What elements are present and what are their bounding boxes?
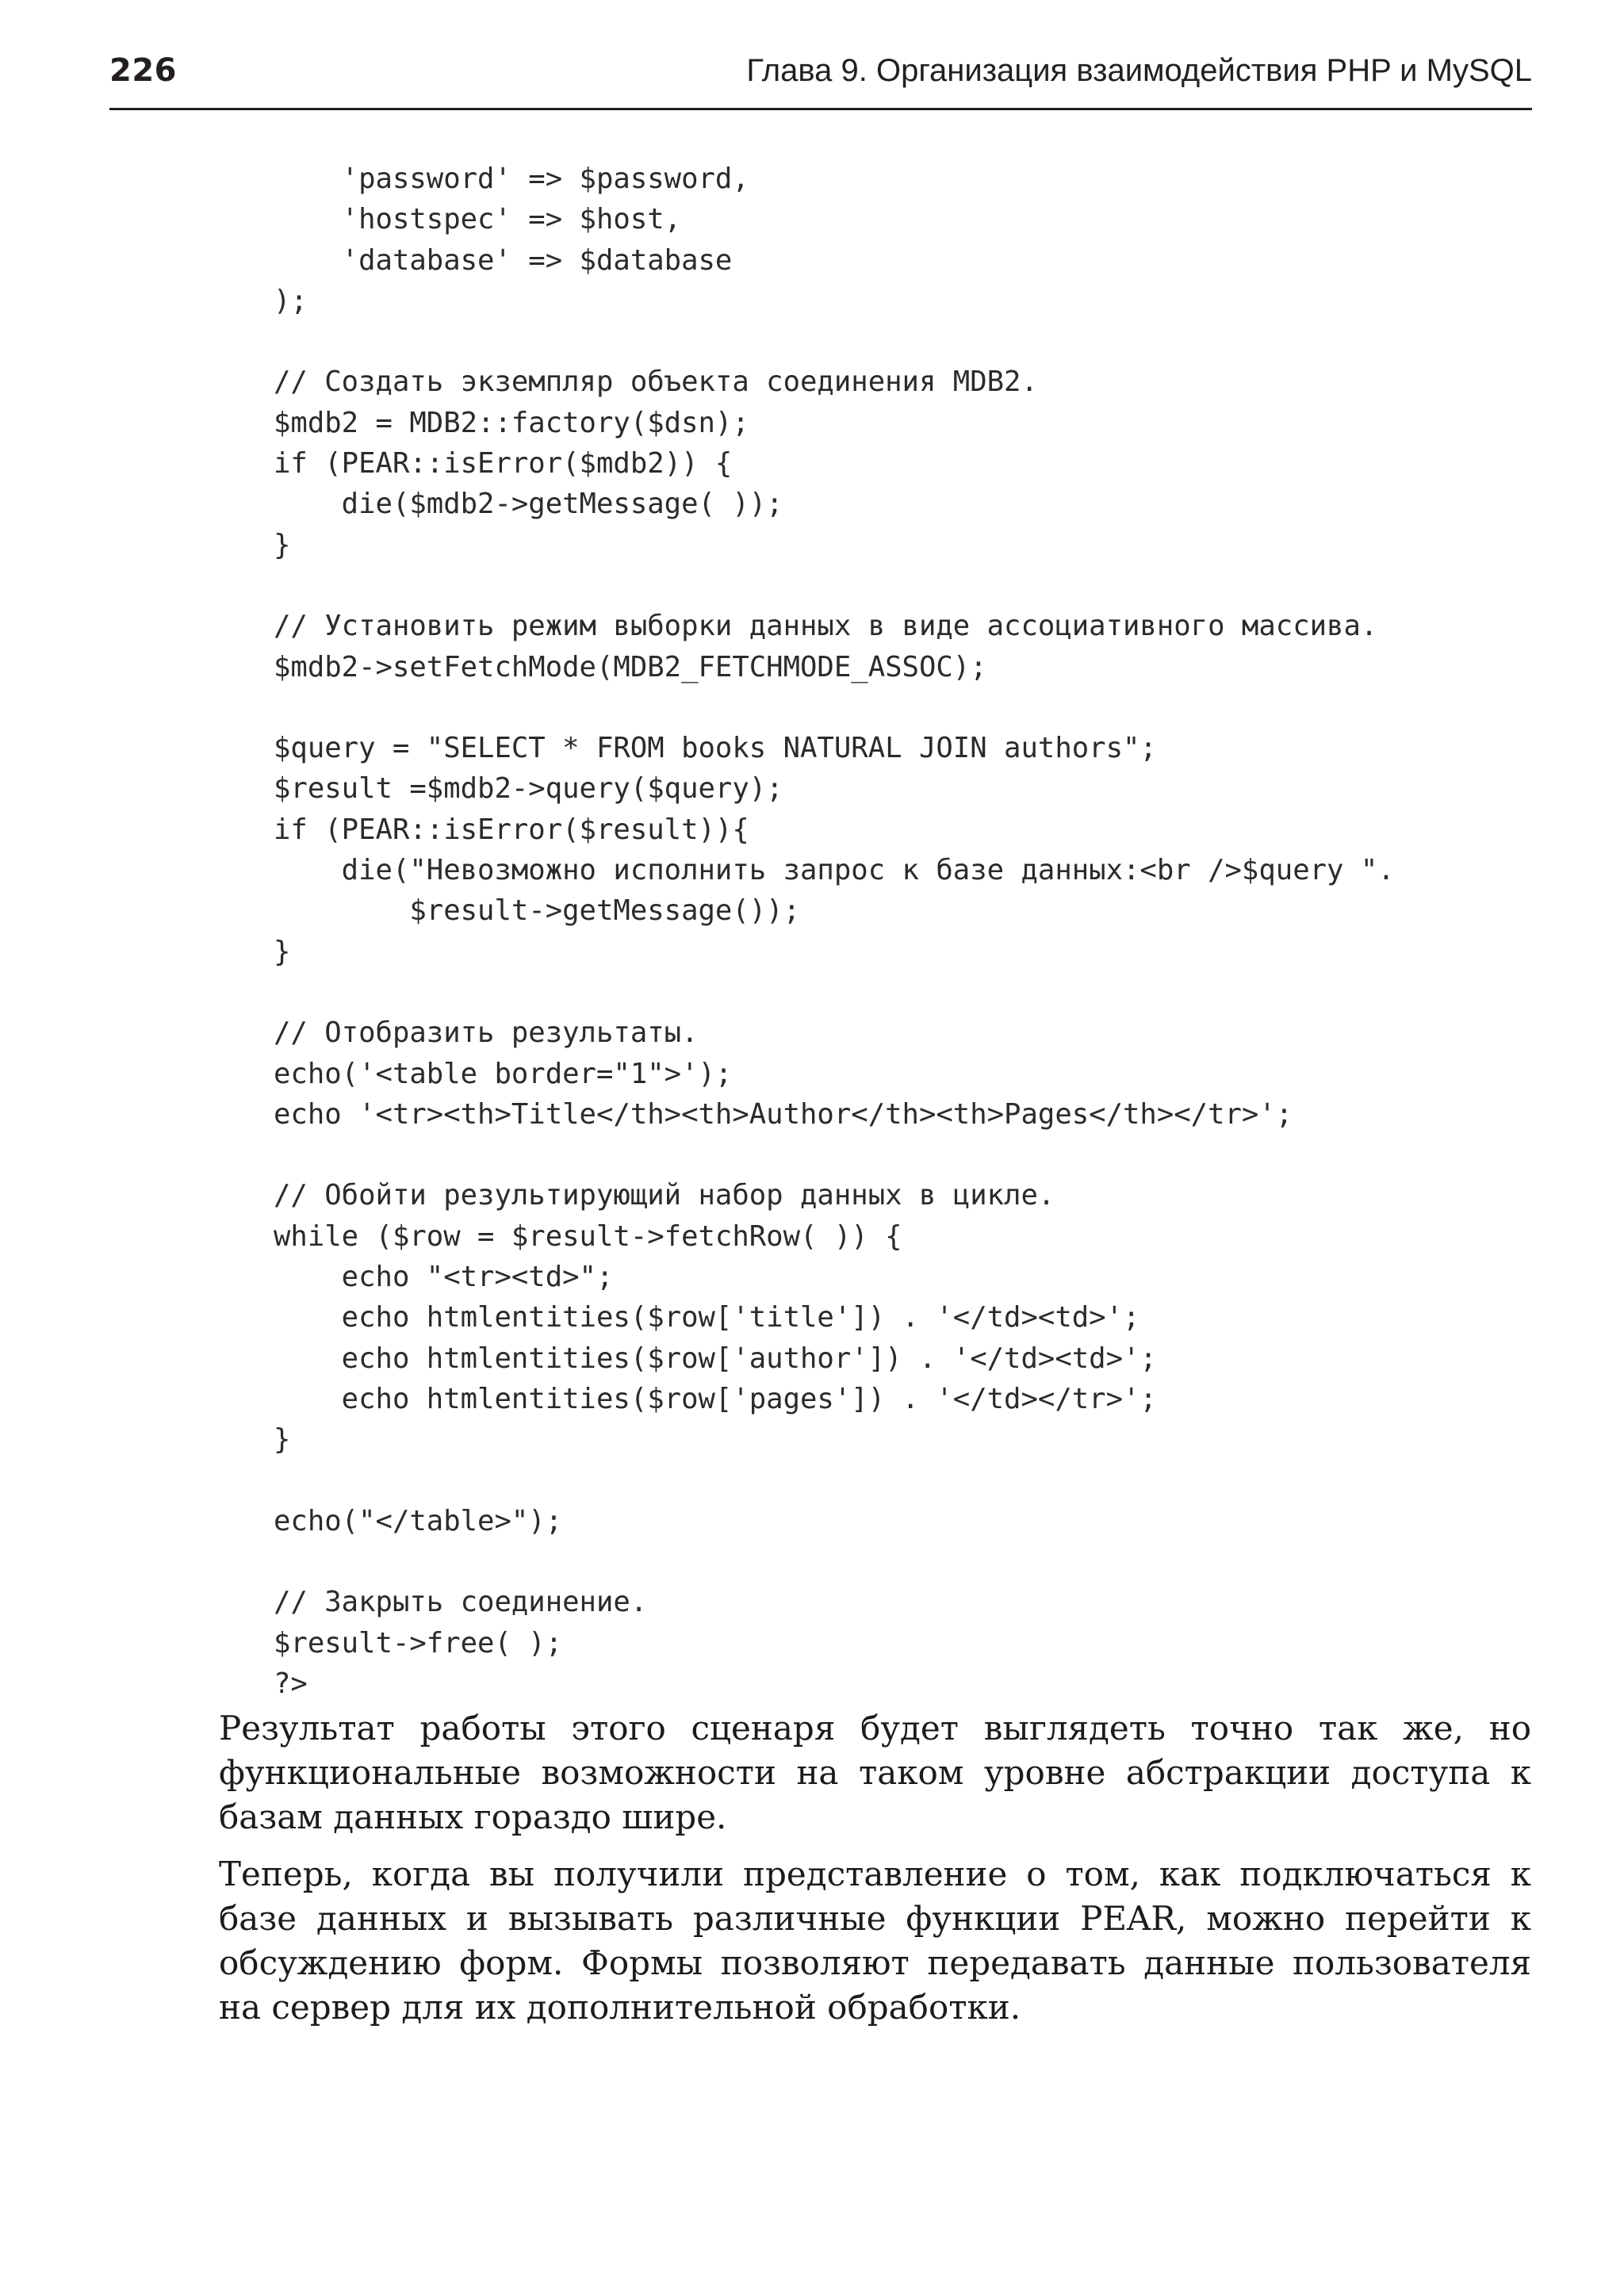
code-line (274, 565, 1395, 606)
code-line (274, 321, 1395, 362)
code-line: die("Невозможно исполнить запрос к базе данных:<br />$query ". (274, 854, 1395, 887)
code-line (274, 1460, 1395, 1501)
code-line: echo "<tr><td>"; (274, 1261, 614, 1294)
code-line: $mdb2->setFetchMode(MDB2_FETCHMODE_ASSOC); (274, 650, 987, 683)
paragraph: Теперь, когда вы получили представление о том, как подключаться к базе данных и вызывать различные функции PEAR, можно перейти к обсуждению форм. Формы позволяют передавать данные пользователя на сервер для их дополнительной обработки. (219, 1855, 1531, 2027)
code-line (274, 1135, 1395, 1175)
code-line: echo("</table>"); (274, 1504, 563, 1537)
code-line: echo('<table border="1">'); (274, 1057, 733, 1090)
code-line: } (274, 528, 291, 561)
code-line: $result->free( ); (274, 1626, 563, 1660)
code-line (274, 687, 1395, 728)
code-line: die($mdb2->getMessage( )); (274, 488, 783, 521)
code-line: while ($row = $result->fetchRow( )) { (274, 1219, 902, 1253)
code-line: // Обойти результирующий набор данных в цикле. (274, 1179, 1055, 1212)
code-line: echo htmlentities($row['pages']) . '</td></tr>'; (274, 1382, 1157, 1415)
code-line: $result->getMessage()); (274, 894, 801, 928)
code-line: $mdb2 = MDB2::factory($dsn); (274, 406, 749, 439)
body-text (219, 1706, 1531, 2042)
code-line: 'database' => $database (274, 243, 733, 277)
page-number: 226 (109, 52, 177, 89)
header-rule (109, 108, 1532, 110)
code-line: } (274, 1423, 291, 1457)
code-line: echo '<tr><th>Title</th><th>Author</th><th>Pages</th></tr>'; (274, 1097, 1293, 1131)
code-line: } (274, 935, 291, 968)
paragraph: Результат работы этого сценаря будет выглядеть точно так же, но функциональные возможности на таком уровне абстракции доступа к базам данных гораздо шире. (219, 1709, 1531, 1836)
code-line: if (PEAR::isError($mdb2)) { (274, 447, 733, 480)
running-head: Глава 9. Организация взаимодействия PHP и MySQL (746, 53, 1532, 88)
code-line: echo htmlentities($row['author']) . '</td><td>'; (274, 1342, 1157, 1375)
code-line: // Установить режим выборки данных в виде ассоциативного массива. (274, 610, 1378, 643)
code-line: // Создать экземпляр объекта соединения MDB2. (274, 366, 1038, 399)
code-line: 'hostspec' => $host, (274, 203, 682, 236)
code-line (274, 972, 1395, 1013)
code-line: $query = "SELECT * FROM books NATURAL JOIN authors"; (274, 732, 1157, 765)
code-line: ?> (274, 1667, 308, 1700)
code-line (274, 1541, 1395, 1582)
code-line: // Закрыть соединение. (274, 1586, 648, 1619)
page-header (109, 41, 1532, 108)
code-listing (274, 159, 1395, 1704)
code-line: ); (274, 284, 308, 317)
code-line: // Отобразить результаты. (274, 1016, 699, 1050)
code-line: if (PEAR::isError($result)){ (274, 813, 749, 846)
code-line: 'password' => $password, (274, 163, 749, 195)
code-line: $result =$mdb2->query($query); (274, 772, 783, 806)
code-line: echo htmlentities($row['title']) . '</td><td>'; (274, 1301, 1140, 1334)
